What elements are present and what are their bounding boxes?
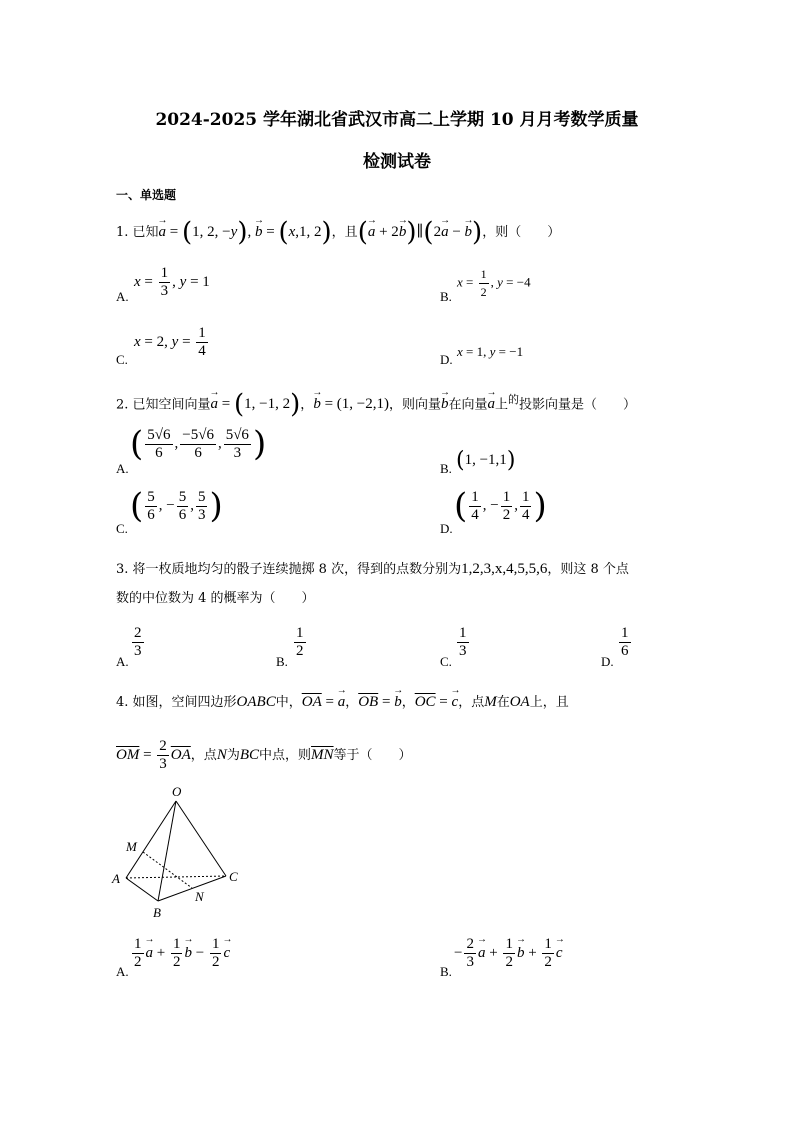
option-b-label[interactable]: B. [440, 461, 452, 476]
option-d-label[interactable]: D. [601, 654, 614, 669]
option-c-label[interactable]: C. [116, 352, 128, 367]
segment-mn [143, 852, 192, 888]
page-title: 2024-2025 学年湖北省武汉市高二上学期 10 月月考数学质量 [155, 110, 639, 130]
label-o: O [172, 784, 182, 799]
q3-option-d[interactable]: $\frac{1}{6}$ [621, 625, 629, 659]
question-1: 1. 已知→ a = (1, 2, −y), → b = (x,1, 2)，且(→ a + 2→ b)∥(2→ a − → b)，则（ ） [116, 222, 560, 243]
q2-option-a[interactable]: ( $\frac{5√6}{6}$ , $\frac{-5√6}{6}$ , $\frac{5√6}{3}$ ) [130, 424, 267, 464]
q2-option-b[interactable]: (1, −1,1) [456, 448, 516, 473]
page-subtitle: 检测试卷 [363, 152, 431, 172]
option-c-label[interactable]: C. [440, 654, 452, 669]
q3-option-b[interactable]: $\frac{1}{2}$ [296, 625, 304, 659]
q1-option-c[interactable]: x = 2, y = $\frac{1}{4}$ [134, 325, 206, 359]
option-a-label[interactable]: A. [116, 461, 129, 476]
q2-option-c[interactable]: ( $\frac{5}{6}$ , − $\frac{5}{6}$ , $\frac{5}{3}$ ) [130, 486, 223, 526]
label-n: N [195, 889, 204, 904]
option-d-label[interactable]: D. [440, 352, 453, 367]
option-b-label[interactable]: B. [440, 289, 452, 304]
question-3: 3. 将一枚质地均匀的骰子连续抛掷 8 次，得到的点数分别为1,2,3,x,4,5,5,6，则这 8 个点 [116, 561, 629, 577]
q3-option-a[interactable]: $\frac{2}{3}$ [134, 625, 142, 659]
q1-option-a[interactable]: x = $\frac{1}{3}$ , y = 1 [134, 265, 210, 299]
q3-sequence: 1,2,3,x,4,5,5,6 [461, 561, 548, 577]
q1-option-b[interactable]: x = $\frac{1}{2}$ , y = −4 [457, 267, 531, 299]
label-b: B [153, 905, 161, 920]
option-c-label[interactable]: C. [116, 521, 128, 536]
q4-option-b[interactable]: − $\frac{2}{3}$ → a + $\frac{1}{2}$ → b + $\frac{1}{2}$ → c [454, 936, 563, 971]
label-c: C [229, 869, 238, 884]
question-3-line-2: 数的中位数为 4 的概率为（ ） [116, 591, 315, 606]
option-a-label[interactable]: A. [116, 964, 129, 979]
q1-option-d[interactable]: x = 1, y = −1 [457, 344, 524, 359]
edge-oc [176, 801, 226, 876]
edge-ob [158, 801, 176, 901]
edge-ab [126, 878, 158, 901]
q2-option-d[interactable]: ( $\frac{1}{4}$ , − $\frac{1}{2}$ , $\frac{1}{4}$ ) [454, 486, 547, 526]
option-b-label[interactable]: B. [276, 654, 288, 669]
label-a: A [112, 871, 120, 886]
option-a-label[interactable]: A. [116, 289, 129, 304]
q4-option-a[interactable]: $\frac{1}{2}$ → a + $\frac{1}{2}$ → b − $\frac{1}{2}$ → c [130, 936, 230, 971]
option-a-label[interactable]: A. [116, 654, 129, 669]
question-2: 2. 已知空间向量→ a = (1, −1, 2)，→ b = (1, −2,1)，则向量→ b在向量→ a上$^的$投影向量是（ ） [116, 390, 636, 415]
edge-bc [158, 876, 226, 901]
q3-option-c[interactable]: $\frac{1}{3}$ [459, 625, 467, 659]
question-4-line-2: $\overline{OM}$ = $\frac{2}{3}$ $\overline{OA}$，点N为BC中点，则$\overline{MN}$等于（ ） [116, 738, 412, 772]
question-1-number: 1. 已知 [116, 225, 159, 240]
question-4: 4. 如图，空间四边形OABC中，$\overline{OA}$ = → a，$\overline{OB}$ = → b，$\overline{OC}$ = → c，点M在OA上，且 [116, 692, 569, 713]
tetrahedron-figure [108, 783, 248, 923]
option-b-label[interactable]: B. [440, 964, 452, 979]
section-heading: 一、单选题 [116, 188, 177, 202]
label-m: M [126, 839, 137, 854]
option-d-label[interactable]: D. [440, 521, 453, 536]
